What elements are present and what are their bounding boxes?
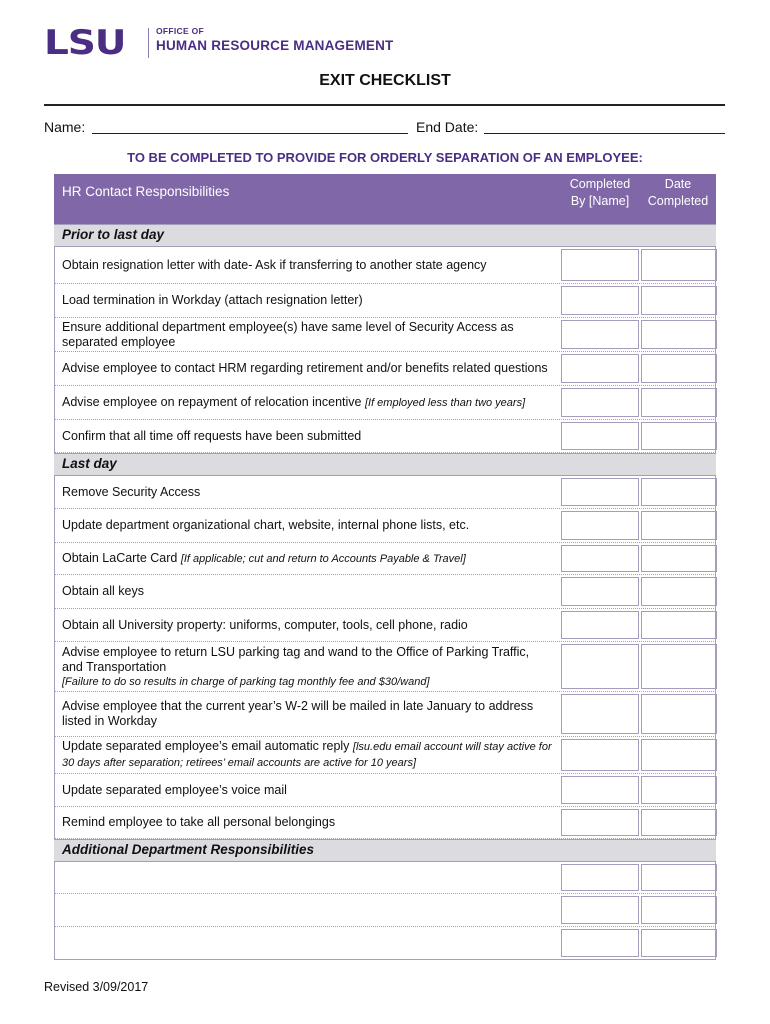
- completed-by-cell[interactable]: [561, 776, 639, 804]
- table-row: [54, 318, 716, 352]
- page-title: EXIT CHECKLIST: [319, 72, 451, 89]
- completed-by-cell[interactable]: [561, 511, 639, 540]
- completed-by-cell[interactable]: [561, 478, 639, 506]
- completed-by-cell[interactable]: [561, 320, 639, 349]
- completed-by-cell[interactable]: [561, 422, 639, 450]
- name-date-row: [44, 119, 725, 137]
- table-row: [54, 737, 716, 774]
- date-completed-cell[interactable]: [641, 545, 717, 572]
- section-title: Prior to last day: [62, 227, 165, 242]
- row-text: Update department organizational chart, website, internal phone lists, etc.: [62, 518, 470, 532]
- instruction-subtitle: TO BE COMPLETED TO PROVIDE FOR ORDERLY SEPARATION OF AN EMPLOYEE:: [127, 150, 643, 165]
- lsu-logo-text: LSU: [44, 23, 126, 63]
- table-row: [54, 642, 716, 692]
- row-note: [Failure to do so results in charge of parking tag monthly fee and $30/wand]: [62, 675, 430, 688]
- logo-divider: [148, 28, 149, 58]
- table-row: [54, 807, 716, 839]
- date-completed-cell[interactable]: [641, 896, 717, 924]
- completed-by-cell[interactable]: [561, 249, 639, 281]
- row-note: [If employed less than two years]: [364, 396, 526, 409]
- row-text: Advise employee to return LSU parking tag and wand to the Office of Parking Traffic, and Transportation [Failure to do so results in charge of parking tag monthly fee and $30/wand]: [62, 642, 552, 691]
- table-row: [54, 927, 716, 960]
- table-row: [54, 609, 716, 642]
- end-date-label: End Date:: [416, 119, 479, 135]
- completed-by-header: Completed By [Name]: [569, 177, 631, 208]
- completed-by-cell[interactable]: [561, 286, 639, 315]
- date-completed-cell[interactable]: [641, 354, 717, 383]
- logo-office-of: OFFICE OF: [156, 26, 205, 36]
- date-completed-cell[interactable]: [641, 320, 717, 349]
- section-last-day: [54, 453, 716, 476]
- section-title: Last day: [62, 456, 117, 471]
- date-completed-cell[interactable]: [641, 422, 717, 450]
- date-completed-cell[interactable]: [641, 286, 717, 315]
- row-text: Advise employee to contact HRM regarding retirement and/or benefits related questions: [62, 361, 548, 375]
- date-completed-cell[interactable]: [641, 644, 717, 689]
- table-row: [54, 476, 716, 509]
- lsu-hrm-logo: [44, 23, 394, 63]
- hr-contact-header: HR Contact Responsibilities: [62, 184, 230, 199]
- table-row: [54, 894, 716, 927]
- row-text: Obtain all University property: uniforms, computer, tools, cell phone, radio: [62, 617, 468, 632]
- date-completed-header: Date Completed: [647, 177, 709, 208]
- name-label: Name:: [44, 119, 86, 135]
- table-header: [54, 174, 716, 224]
- completed-by-cell[interactable]: [561, 929, 639, 957]
- date-completed-cell[interactable]: [641, 388, 717, 417]
- section-prior-to-last-day: [54, 224, 716, 247]
- date-completed-cell[interactable]: [641, 694, 717, 734]
- completed-by-cell[interactable]: [561, 354, 639, 383]
- end-date-field[interactable]: [484, 133, 725, 134]
- completed-by-cell[interactable]: [561, 545, 639, 572]
- completed-by-cell[interactable]: [561, 896, 639, 924]
- row-text: Update separated employee’s email automatic reply [lsu.edu email account will stay active for 30 days after separation; retirees’ email accounts are active for 10 years]: [62, 739, 552, 769]
- row-text: Obtain LaCarte Card [If applicable; cut and return to Accounts Payable & Travel]: [62, 550, 466, 565]
- date-completed-cell[interactable]: [641, 739, 717, 771]
- title-rule: [44, 104, 725, 106]
- date-completed-cell[interactable]: [641, 249, 717, 281]
- row-text: Advise employee on repayment of relocation incentive [If employed less than two years]: [62, 394, 526, 409]
- completed-by-cell[interactable]: [561, 694, 639, 734]
- row-text: Remove Security Access: [62, 484, 201, 499]
- table-row: [54, 352, 716, 386]
- table-row: [54, 420, 716, 453]
- section-additional-responsibilities: [54, 839, 716, 862]
- row-text: Advise employee that the current year’s W-2 will be mailed in late January to address listed in Workday: [62, 699, 534, 728]
- logo-department-name: HUMAN RESOURCE MANAGEMENT: [156, 38, 394, 53]
- row-text: Obtain resignation letter with date- Ask if transferring to another state agency: [62, 257, 487, 272]
- date-completed-cell[interactable]: [641, 809, 717, 836]
- table-row: [54, 284, 716, 318]
- row-text: Remind employee to take all personal belongings: [62, 815, 336, 829]
- row-text[interactable]: [62, 927, 552, 959]
- table-row: [54, 575, 716, 609]
- date-completed-cell[interactable]: [641, 776, 717, 804]
- completed-by-cell[interactable]: [561, 809, 639, 836]
- section-title: Additional Department Responsibilities: [62, 842, 315, 857]
- row-text[interactable]: [62, 862, 552, 893]
- date-completed-cell[interactable]: [641, 511, 717, 540]
- row-text[interactable]: [62, 894, 552, 926]
- row-note: [lsu.edu email account will stay active for 30 days after separation; retirees’ email accounts are active for 10 years]: [62, 741, 552, 769]
- row-text: Confirm that all time off requests have been submitted: [62, 428, 362, 443]
- completed-by-cell[interactable]: [561, 644, 639, 689]
- row-text: Load termination in Workday (attach resignation letter): [62, 293, 363, 307]
- completed-by-cell[interactable]: [561, 611, 639, 639]
- row-text: Ensure additional department employee(s) have same level of Security Access as separated employee: [62, 319, 514, 349]
- table-row: [54, 509, 716, 543]
- name-field[interactable]: [92, 133, 408, 134]
- completed-by-cell[interactable]: [561, 864, 639, 891]
- exit-checklist-table: [54, 174, 716, 960]
- table-row: [54, 774, 716, 807]
- table-row: [54, 692, 716, 737]
- table-row: [54, 862, 716, 894]
- table-row: [54, 247, 716, 284]
- completed-by-cell[interactable]: [561, 577, 639, 606]
- completed-by-cell[interactable]: [561, 739, 639, 771]
- completed-by-cell[interactable]: [561, 388, 639, 417]
- date-completed-cell[interactable]: [641, 577, 717, 606]
- date-completed-cell[interactable]: [641, 929, 717, 957]
- row-text: Obtain all keys: [62, 584, 144, 598]
- date-completed-cell[interactable]: [641, 864, 717, 891]
- revision-date: Revised 3/09/2017: [44, 980, 149, 994]
- date-completed-cell[interactable]: [641, 478, 717, 506]
- row-text: Update separated employee’s voice mail: [62, 782, 287, 797]
- table-row: [54, 386, 716, 420]
- row-note: [If applicable; cut and return to Accounts Payable & Travel]: [180, 552, 466, 565]
- date-completed-cell[interactable]: [641, 611, 717, 639]
- table-row: [54, 543, 716, 575]
